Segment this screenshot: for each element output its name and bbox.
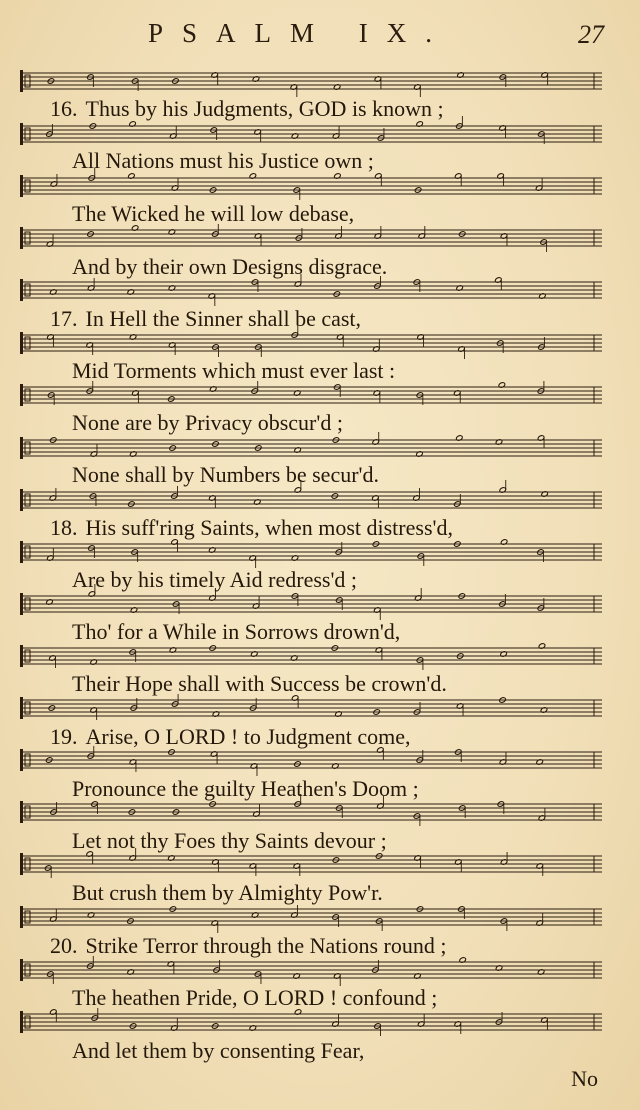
clef-icon (20, 437, 23, 459)
verse-line (72, 673, 447, 695)
clef-icon (20, 801, 23, 823)
running-title: PSALM IX. (148, 18, 452, 48)
verse-line (50, 98, 444, 120)
clef-icon (20, 489, 23, 511)
verse-text: His suff'ring Saints, when most distress'd, (85, 515, 453, 540)
verse-text: And by their own Designs disgrace. (72, 254, 388, 279)
clef-icon (20, 384, 23, 406)
clef-icon (20, 175, 23, 197)
clef-icon (20, 70, 23, 92)
clef-icon (20, 697, 23, 719)
clef-icon (20, 906, 23, 928)
clef-icon (20, 749, 23, 771)
verse-text: All Nations must his Justice own ; (72, 148, 374, 173)
clef-icon (20, 332, 23, 354)
verse-text: The heathen Pride, O LORD ! confound ; (72, 985, 438, 1010)
clef-icon (20, 645, 23, 667)
verse-number: 18. (50, 515, 78, 540)
verse-line (72, 412, 343, 434)
verse-text: Tho' for a While in Sorrows drown'd, (72, 619, 401, 644)
verse-number: 20. (50, 933, 78, 958)
clef-icon (20, 1011, 23, 1033)
verse-line (50, 935, 447, 957)
verse-line (50, 517, 453, 539)
verse-line (72, 360, 395, 382)
clef-icon (20, 853, 23, 875)
clef-icon (20, 123, 23, 145)
verse-text: None are by Privacy obscur'd ; (72, 410, 343, 435)
verse-text: Strike Terror through the Nations round ; (85, 933, 447, 958)
verse-line (72, 621, 400, 643)
clef-icon (20, 593, 23, 615)
verse-text: Let not thy Foes thy Saints devour ; (72, 828, 387, 853)
verse-text: And let them by consenting Fear, (72, 1038, 365, 1063)
verse-number: 17. (50, 306, 78, 331)
verse-text: In Hell the Sinner shall be cast, (85, 306, 362, 331)
verse-text: But crush them by Almighty Pow'r. (72, 880, 383, 905)
verse-line (72, 203, 354, 225)
verse-line (72, 464, 379, 486)
verse-line (72, 830, 387, 852)
verse-text: The Wicked he will low debase, (72, 201, 355, 226)
verse-text: None shall by Numbers be secur'd. (72, 462, 380, 487)
verse-text: Thus by his Judgments, GOD is known ; (85, 96, 444, 121)
clef-icon (20, 959, 23, 981)
verse-line (72, 256, 387, 278)
clef-icon (20, 279, 23, 301)
verse-text: Mid Torments which must ever last : (72, 358, 396, 383)
verse-text: Arise, O LORD ! to Judgment come, (85, 724, 411, 749)
verse-line (50, 726, 411, 748)
verse-line (50, 308, 361, 330)
catchword: No (571, 1066, 598, 1091)
verse-line (72, 1040, 364, 1062)
verse-text: Are by his timely Aid redress'd ; (72, 567, 358, 592)
verse-line (72, 569, 357, 591)
clef-icon (20, 227, 23, 249)
clef-icon (20, 541, 23, 563)
verse-line (72, 778, 419, 800)
verse-number: 19. (50, 724, 78, 749)
verse-number: 16. (50, 96, 78, 121)
verse-line (72, 987, 437, 1009)
verse-line (72, 882, 383, 904)
verse-text: Their Hope shall with Success be crown'd. (72, 671, 447, 696)
verse-text: Pronounce the guilty Heathen's Doom ; (72, 776, 419, 801)
page-number: 27 (578, 20, 604, 49)
verse-line (72, 150, 374, 172)
